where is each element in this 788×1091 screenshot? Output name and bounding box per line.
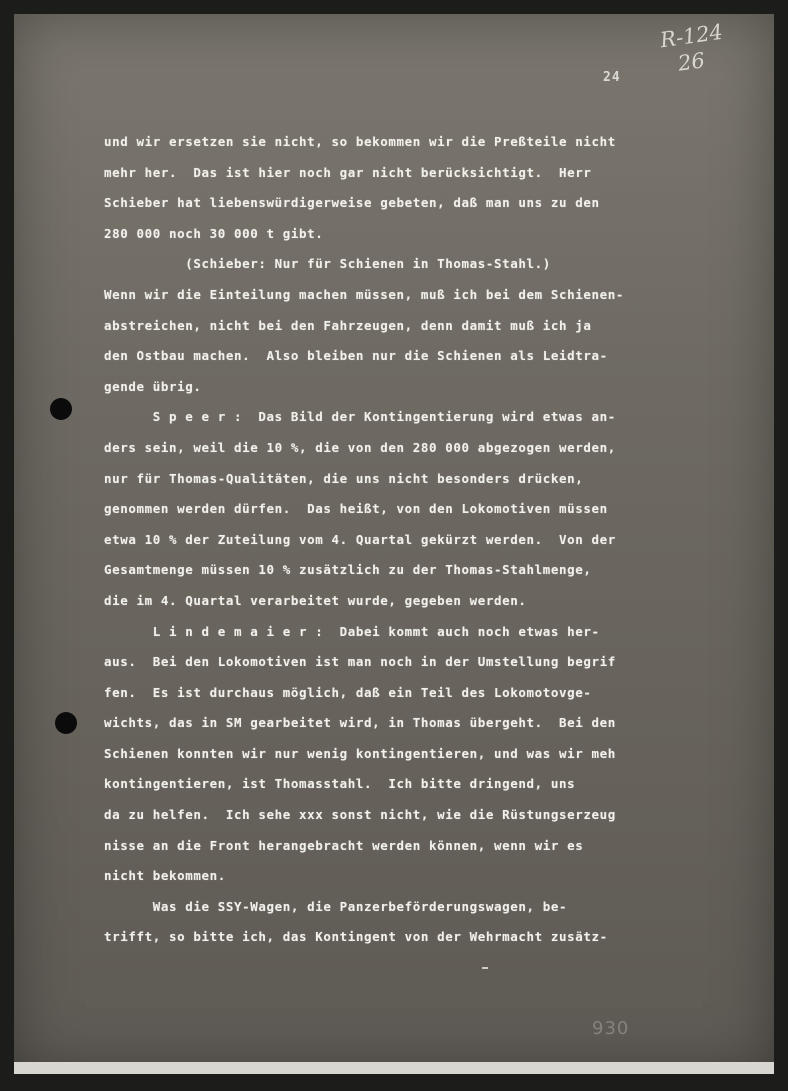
text-line: S p e e r : Das Bild der Kontingentierung wird etwas an- xyxy=(104,409,616,425)
text-line: L i n d e m a i e r : Dabei kommt auch noch etwas her- xyxy=(104,623,600,639)
handwritten-note-line-1: R-124 xyxy=(658,19,725,53)
text-line: kontingentieren, ist Thomasstahl. Ich bitte dringend, uns xyxy=(104,776,576,792)
typewritten-body xyxy=(104,127,694,953)
text-line: trifft, so bitte ich, das Kontingent von der Wehrmacht zusätz- xyxy=(104,929,608,945)
punch-hole-top xyxy=(50,398,72,420)
text-line: und wir ersetzen sie nicht, so bekommen wir die Preßteile nicht xyxy=(104,134,616,149)
text-line: die im 4. Quartal verarbeitet wurde, gegeben werden. xyxy=(104,592,527,608)
text-line: Gesamtmenge müssen 10 % zusätzlich zu der Thomas-Stahlmenge, xyxy=(104,562,592,578)
archive-stamp-number: 930 xyxy=(592,1018,630,1039)
text-line: den Ostbau machen. Also bleiben nur die Schienen als Leidtra- xyxy=(104,348,608,364)
text-line: Schienen konnten wir nur wenig kontingentieren, und was wir meh xyxy=(104,745,616,761)
text-line: abstreichen, nicht bei den Fahrzeugen, denn damit muß ich ja xyxy=(104,317,592,333)
text-line: nur für Thomas-Qualitäten, die uns nicht besonders drücken, xyxy=(104,470,584,486)
text-line: genommen werden dürfen. Das heißt, von den Lokomotiven müssen xyxy=(104,501,608,517)
text-line: (Schieber: Nur für Schienen in Thomas-Stahl.) xyxy=(104,256,551,272)
text-line: mehr her. Das ist hier noch gar nicht berücksichtigt. Herr xyxy=(104,164,592,180)
text-line: da zu helfen. Ich sehe xxx sonst nicht, wie die Rüstungserzeug xyxy=(104,807,616,823)
page-number: 24 xyxy=(603,70,621,85)
text-line: Wenn wir die Einteilung machen müssen, muß ich bei dem Schienen- xyxy=(104,286,625,302)
text-line: wichts, das in SM gearbeitet wird, in Thomas übergeht. Bei den xyxy=(104,715,616,731)
text-line: aus. Bei den Lokomotiven ist man noch in der Umstellung begrif xyxy=(104,654,616,670)
text-line: nisse an die Front herangebracht werden können, wenn wir es xyxy=(104,837,584,853)
text-line: Was die SSY-Wagen, die Panzerbeförderungswagen, be- xyxy=(104,898,568,914)
text-line: fen. Es ist durchaus möglich, daß ein Teil des Lokomotovge- xyxy=(104,684,592,700)
handwritten-note-line-2: 26 xyxy=(676,48,707,76)
end-mark xyxy=(482,967,488,969)
text-line: nicht bekommen. xyxy=(104,868,226,884)
text-line: Schieber hat liebenswürdigerweise gebeten, daß man uns zu den xyxy=(104,195,600,211)
text-line: ders sein, weil die 10 %, die von den 280 000 abgezogen werden, xyxy=(104,439,616,455)
text-line: etwa 10 % der Zuteilung vom 4. Quartal gekürzt werden. Von der xyxy=(104,531,616,547)
text-line: gende übrig. xyxy=(104,378,202,394)
punch-hole-bottom xyxy=(55,712,77,734)
text-line: 280 000 noch 30 000 t gibt. xyxy=(104,225,324,241)
